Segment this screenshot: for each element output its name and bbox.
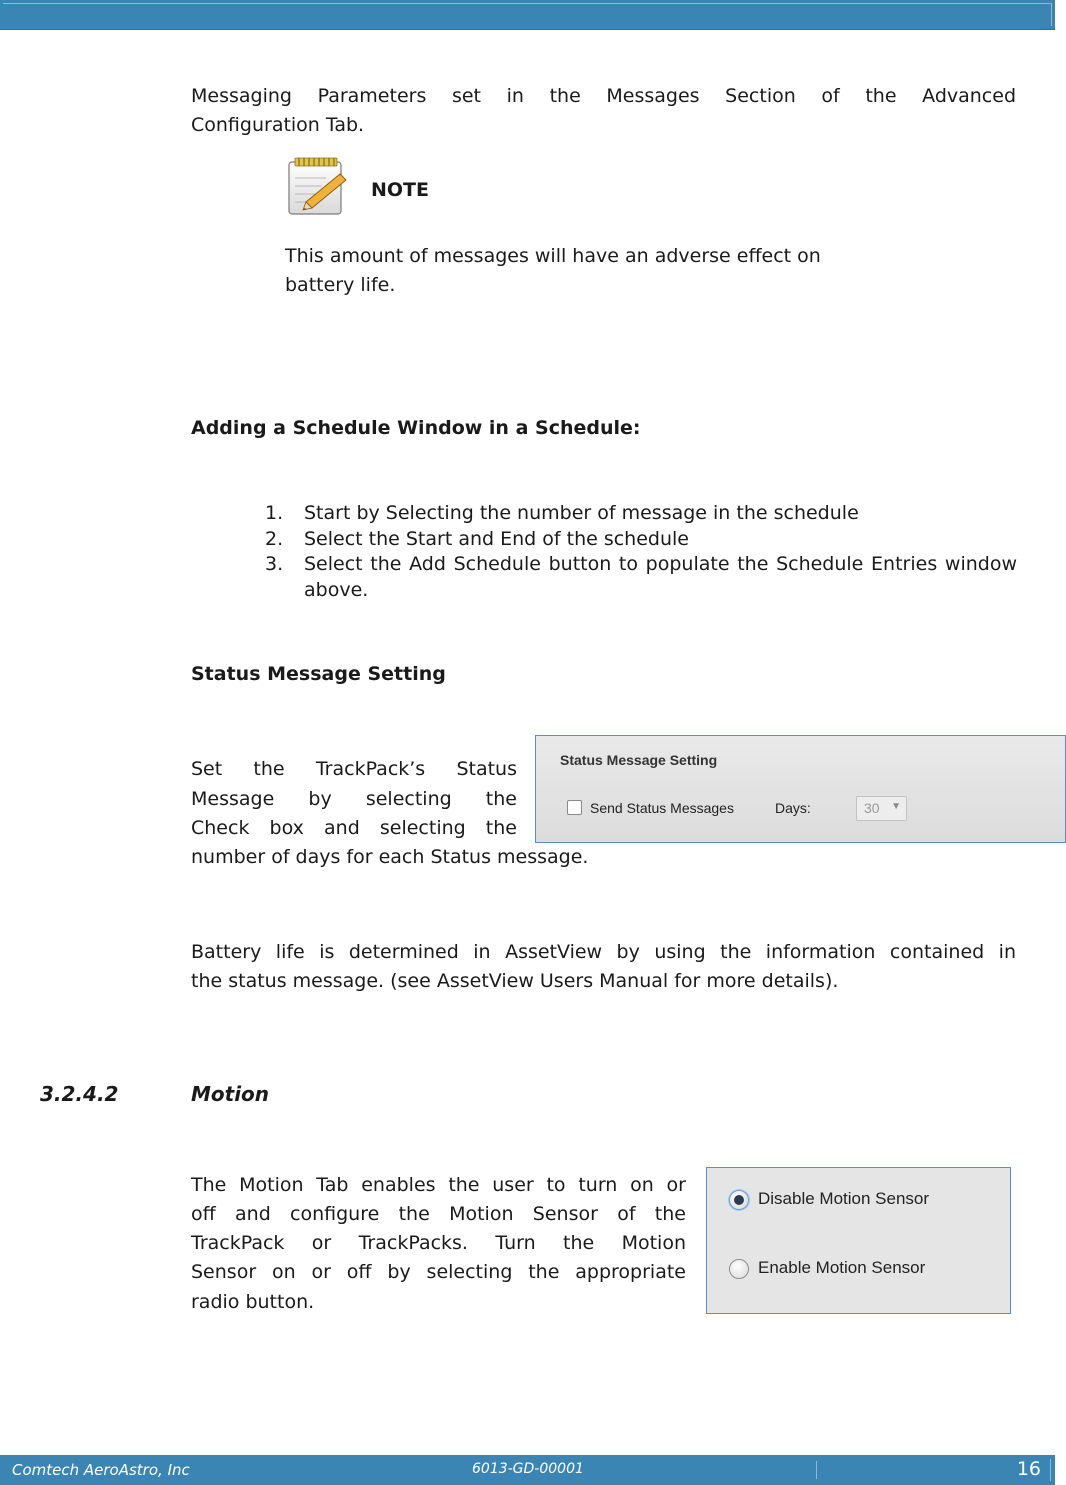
send-status-messages-checkbox[interactable] bbox=[567, 800, 582, 815]
days-select[interactable] bbox=[856, 796, 907, 821]
list-item-number: 2. bbox=[265, 527, 284, 550]
footer-divider bbox=[816, 1461, 817, 1479]
section-title: Motion bbox=[191, 1082, 270, 1106]
send-status-messages-label: Send Status Messages bbox=[590, 800, 734, 816]
status-para-line-1: Set the TrackPack’s Status bbox=[191, 758, 517, 780]
intro-line-1: Messaging Parameters set in the Messages Section of the Advanced bbox=[191, 85, 1016, 107]
footer-doc-number: 6013-GD-00001 bbox=[472, 1461, 584, 1477]
footer-band bbox=[0, 1455, 1055, 1485]
list-item bbox=[265, 501, 1017, 527]
list-item bbox=[265, 552, 1017, 603]
motion-para-line-3: TrackPack or TrackPacks. Turn the Motion bbox=[191, 1232, 686, 1254]
motion-para-line-5: radio button. bbox=[191, 1291, 315, 1313]
schedule-heading: Adding a Schedule Window in a Schedule: bbox=[191, 417, 641, 439]
header-band bbox=[0, 0, 1055, 30]
enable-motion-sensor-label: Enable Motion Sensor bbox=[758, 1258, 926, 1277]
page-number: 16 bbox=[1016, 1458, 1041, 1480]
schedule-steps-list bbox=[265, 501, 1017, 603]
panel-title: Status Message Setting bbox=[560, 752, 718, 768]
disable-motion-sensor-radio[interactable] bbox=[729, 1190, 749, 1210]
note-text-line-1: This amount of messages will have an adverse effect on bbox=[285, 245, 821, 267]
list-item-text: Start by Selecting the number of message in the schedule bbox=[304, 502, 859, 524]
days-select-value: 30 bbox=[864, 800, 880, 816]
motion-para-line-2: off and configure the Motion Sensor of the bbox=[191, 1203, 686, 1225]
motion-sensor-screenshot bbox=[706, 1167, 1011, 1314]
intro-line-2: Configuration Tab. bbox=[191, 114, 365, 136]
status-para-line-2: Message by selecting the bbox=[191, 788, 517, 810]
motion-para-line-1: The Motion Tab enables the user to turn on or bbox=[191, 1174, 686, 1196]
status-heading: Status Message Setting bbox=[191, 663, 446, 685]
section-number: 3.2.4.2 bbox=[40, 1082, 119, 1106]
disable-motion-sensor-label: Disable Motion Sensor bbox=[758, 1189, 930, 1208]
chevron-down-icon: ▼ bbox=[891, 801, 901, 812]
footer-divider bbox=[1050, 1459, 1051, 1481]
list-item-text: Select the Start and End of the schedule bbox=[304, 527, 689, 550]
note-label: NOTE bbox=[371, 179, 429, 201]
footer-company: Comtech AeroAstro, Inc bbox=[12, 1461, 190, 1479]
days-label: Days: bbox=[775, 800, 811, 816]
status-para-line-3: Check box and selecting the bbox=[191, 817, 517, 839]
list-item-number: 3. bbox=[265, 553, 284, 575]
motion-para-line-4: Sensor on or off by selecting the appropriate bbox=[191, 1261, 686, 1283]
notepad-pencil-icon bbox=[286, 156, 348, 216]
note-text-line-2: battery life. bbox=[285, 274, 396, 296]
list-item-text: Select the Add Schedule button to populate the Schedule Entries window above. bbox=[304, 553, 1017, 601]
status-message-setting-screenshot bbox=[535, 735, 1066, 843]
battery-line-2: the status message. (see AssetView Users Manual for more details). bbox=[191, 970, 839, 992]
status-para-line-4: number of days for each Status message. bbox=[191, 846, 589, 868]
enable-motion-sensor-radio[interactable] bbox=[729, 1259, 749, 1279]
list-item-number: 1. bbox=[265, 502, 284, 524]
list-item bbox=[265, 527, 1017, 553]
battery-line-1: Battery life is determined in AssetView by using the information contained in bbox=[191, 941, 1016, 963]
